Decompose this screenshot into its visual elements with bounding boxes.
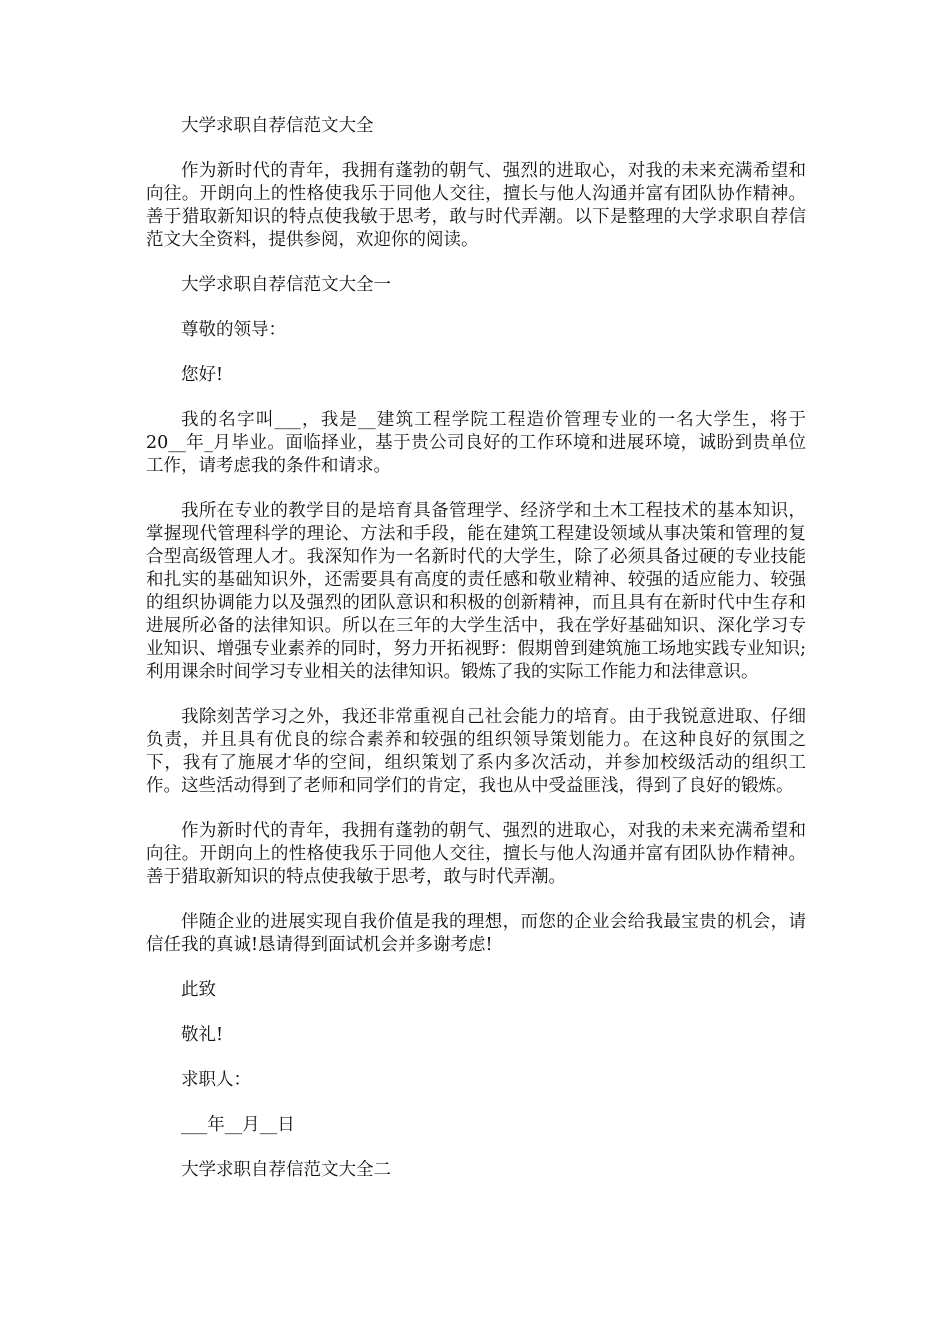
closing-regards: 敬礼! xyxy=(181,1025,224,1045)
greeting: 您好! xyxy=(181,365,224,385)
document-title: 大学求职自荐信范文大全 xyxy=(181,116,374,136)
body-paragraph-closing: 伴随企业的进展实现自我价值是我的理想，而您的企业会给我最宝贵的机会，请信任我的真诚!恳请得到面试机会并多谢考虑! xyxy=(146,912,806,955)
body-paragraph-education: 我所在专业的教学目的是培育具备管理学、经济学和土木工程技术的基本知识，掌握现代管理科学的理论、方法和手段，能在建筑工程建设领域从事决策和管理的复合型高级管理人才。我深知作为一名新时代的大学生，除了必须具备过硬的专业技能和扎实的基础知识外，还需要具有高度的责任感和敬业精神、较强的适应能力、较强的组织协调能力以及强烈的团队意识和积极的创新精神，而且具有在新时代中生存和进展所必备的法律知识。所以在三年的大学生活中，我在学好基础知识、深化学习专业知识、增强专业素养的同时，努力开拓视野：假期曾到建筑施工场地实践专业知识;利用课余时间学习专业相关的法律知识。锻炼了我的实际工作能力和法律意识。 xyxy=(146,501,806,682)
body-paragraph-intro: 我的名字叫___，我是__建筑工程学院工程造价管理专业的一名大学生，将于 20__年_月毕业。面临择业，基于贵公司良好的工作环境和进展环境，诚盼到贵单位工作，请考虑我的条件和请求。 xyxy=(146,410,806,476)
body-paragraph-character: 作为新时代的青年，我拥有蓬勃的朝气、强烈的进取心，对我的未来充满希望和向往。开朗向上的性格使我乐于同他人交往，擅长与他人沟通并富有团队协作精神。善于猎取新知识的特点使我敏于思考，敢与时代弄潮。 xyxy=(146,821,806,887)
applicant-signature: 求职人： xyxy=(181,1070,251,1090)
date-line: ___年__月__日 xyxy=(181,1115,295,1135)
document-body xyxy=(146,115,806,1204)
salutation: 尊敬的领导： xyxy=(181,320,286,340)
section-heading-two: 大学求职自荐信范文大全二 xyxy=(181,1160,391,1180)
intro-paragraph: 作为新时代的青年，我拥有蓬勃的朝气、强烈的进取心，对我的未来充满希望和向往。开朗向上的性格使我乐于同他人交往，擅长与他人沟通并富有团队协作精神。善于猎取新知识的特点使我敏于思考，敢与时代弄潮。以下是整理的大学求职自荐信范文大全资料，提供参阅，欢迎你的阅读。 xyxy=(146,161,806,250)
closing-phrase: 此致 xyxy=(181,980,216,1000)
section-heading-one: 大学求职自荐信范文大全一 xyxy=(181,275,391,295)
body-paragraph-activities: 我除刻苦学习之外，我还非常重视自己社会能力的培育。由于我锐意进取、仔细负责，并且具有优良的综合素养和较强的组织领导策划能力。在这种良好的氛围之下，我有了施展才华的空间，组织策划了系内多次活动，并参加校级活动的组织工作。这些活动得到了老师和同学们的肯定，我也从中受益匪浅，得到了良好的锻炼。 xyxy=(146,707,806,796)
